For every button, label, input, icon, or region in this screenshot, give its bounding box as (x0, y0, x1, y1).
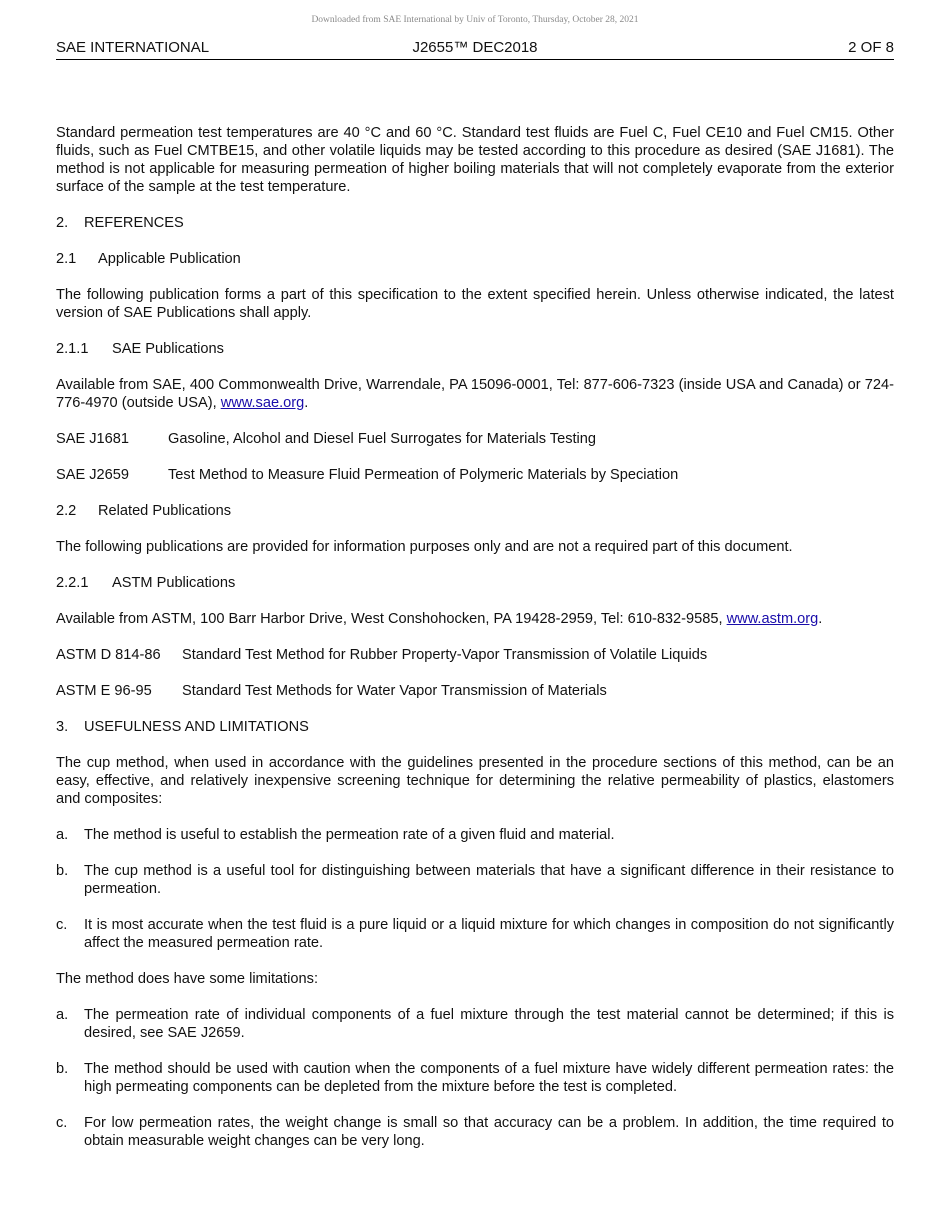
list-item (56, 1060, 894, 1096)
section-number: 3. (56, 719, 69, 735)
section-2-1-1-paragraph (56, 376, 894, 412)
intro-paragraph: Standard permeation test temperatures are 40 °C and 60 °C. Standard test fluids are Fuel C, Fuel CE10 and Fuel CM15. Other fluids, such as Fuel CMTBE15, and other volatile liquids may be tested according to this procedure as desired (SAE J1681). The method is not applicable for measuring permeation of higher boiling materials that will not completely evaporate from the exterior surface of the sample at the test temperature. (56, 125, 894, 195)
sentence-end: . (818, 611, 823, 627)
section-title: REFERENCES (84, 215, 184, 231)
section-number: 2.1 (56, 251, 77, 267)
section-2-1-paragraph: The following publication forms a part of this specification to the extent specified herein. Unless otherwise indicated, the latest version of SAE Publications shall apply. (56, 287, 894, 321)
list-marker: a. (56, 1007, 69, 1023)
reference-item (56, 682, 894, 700)
list-item-text: The cup method is a useful tool for distinguishing between materials that have a significant difference in their resistance to permeation. (84, 863, 894, 897)
list-item-text: The permeation rate of individual components of a fuel mixture through the test material cannot be determined; if this is desired, see SAE J2659. (84, 1007, 894, 1041)
reference-code: ASTM D 814-86 (56, 647, 161, 663)
list-marker: c. (56, 1115, 68, 1131)
reference-code: SAE J1681 (56, 431, 130, 447)
list-item (56, 916, 894, 952)
header-page-number: 2 OF 8 (848, 39, 894, 56)
list-marker: c. (56, 917, 68, 933)
reference-title: Gasoline, Alcohol and Diesel Fuel Surrogates for Materials Testing (168, 431, 597, 447)
reference-title: Standard Test Method for Rubber Property-Vapor Transmission of Volatile Liquids (182, 647, 708, 663)
list-marker: b. (56, 863, 69, 879)
download-watermark: Downloaded from SAE International by Univ of Toronto, Thursday, October 28, 2021 (311, 15, 639, 25)
section-title: SAE Publications (112, 341, 224, 357)
page-content (56, 124, 894, 1150)
list-item (56, 1006, 894, 1042)
list-item (56, 1114, 894, 1150)
reference-code: SAE J2659 (56, 467, 130, 483)
header-publisher: SAE INTERNATIONAL (56, 39, 210, 56)
list-item (56, 862, 894, 898)
section-title: Related Publications (98, 503, 232, 519)
section-title: ASTM Publications (112, 575, 236, 591)
section-2-heading (56, 214, 894, 232)
section-2-1-heading (56, 250, 894, 268)
section-2-2-heading (56, 502, 894, 520)
header-document-id: J2655™ DEC2018 (412, 39, 538, 56)
list-item-text: The method is useful to establish the permeation rate of a given fluid and material. (84, 827, 615, 843)
section-2-2-1-heading (56, 574, 894, 592)
section-2-1-1-heading (56, 340, 894, 358)
section-number: 2. (56, 215, 69, 231)
section-number: 2.2.1 (56, 575, 89, 591)
section-title: USEFULNESS AND LIMITATIONS (84, 719, 309, 735)
reference-item (56, 466, 894, 484)
list-item (56, 826, 894, 844)
section-3-paragraph: The cup method, when used in accordance with the guidelines presented in the procedure sections of this method, can be an easy, effective, and relatively inexpensive screening technique for determining the relative permeability of plastics, elastomers and composites: (56, 755, 894, 807)
section-2-2-paragraph: The following publications are provided for information purposes only and are not a required part of this document. (56, 539, 793, 555)
availability-text: Available from ASTM, 100 Barr Harbor Drive, West Conshohocken, PA 19428-2959, Tel: 610-832-9585, (56, 611, 723, 627)
section-title: Applicable Publication (98, 251, 241, 267)
reference-item (56, 646, 894, 664)
sentence-end: . (304, 395, 309, 411)
list-item-text: It is most accurate when the test fluid is a pure liquid or a liquid mixture for which changes in composition do not significantly affect the measured permeation rate. (84, 917, 894, 951)
reference-title: Standard Test Methods for Water Vapor Transmission of Materials (182, 683, 607, 699)
reference-code: ASTM E 96-95 (56, 683, 152, 699)
availability-text: Available from SAE, 400 Commonwealth Drive, Warrendale, PA 15096-0001, Tel: 877-606-7323 (inside USA and Canada) or 724-776-4970 (outside USA), (56, 377, 894, 411)
limitations-intro: The method does have some limitations: (56, 971, 319, 987)
reference-title: Test Method to Measure Fluid Permeation of Polymeric Materials by Speciation (168, 467, 679, 483)
list-marker: a. (56, 827, 69, 843)
list-item-text: The method should be used with caution when the components of a fuel mixture have widely different permeation rates: the high permeating components can be depleted from the mixture before the test is completed. (84, 1061, 894, 1095)
reference-item (56, 430, 894, 448)
section-3-heading (56, 718, 894, 736)
astm-website-link[interactable]: www.astm.org (726, 611, 819, 627)
section-number: 2.2 (56, 503, 77, 519)
sae-website-link[interactable]: www.sae.org (220, 395, 305, 411)
list-marker: b. (56, 1061, 69, 1077)
list-item-text: For low permeation rates, the weight change is small so that accuracy can be a problem. In addition, the time required to obtain measurable weight changes can be very long. (84, 1115, 894, 1149)
section-2-2-1-paragraph (56, 610, 894, 628)
section-number: 2.1.1 (56, 341, 89, 357)
page-header (56, 38, 894, 60)
